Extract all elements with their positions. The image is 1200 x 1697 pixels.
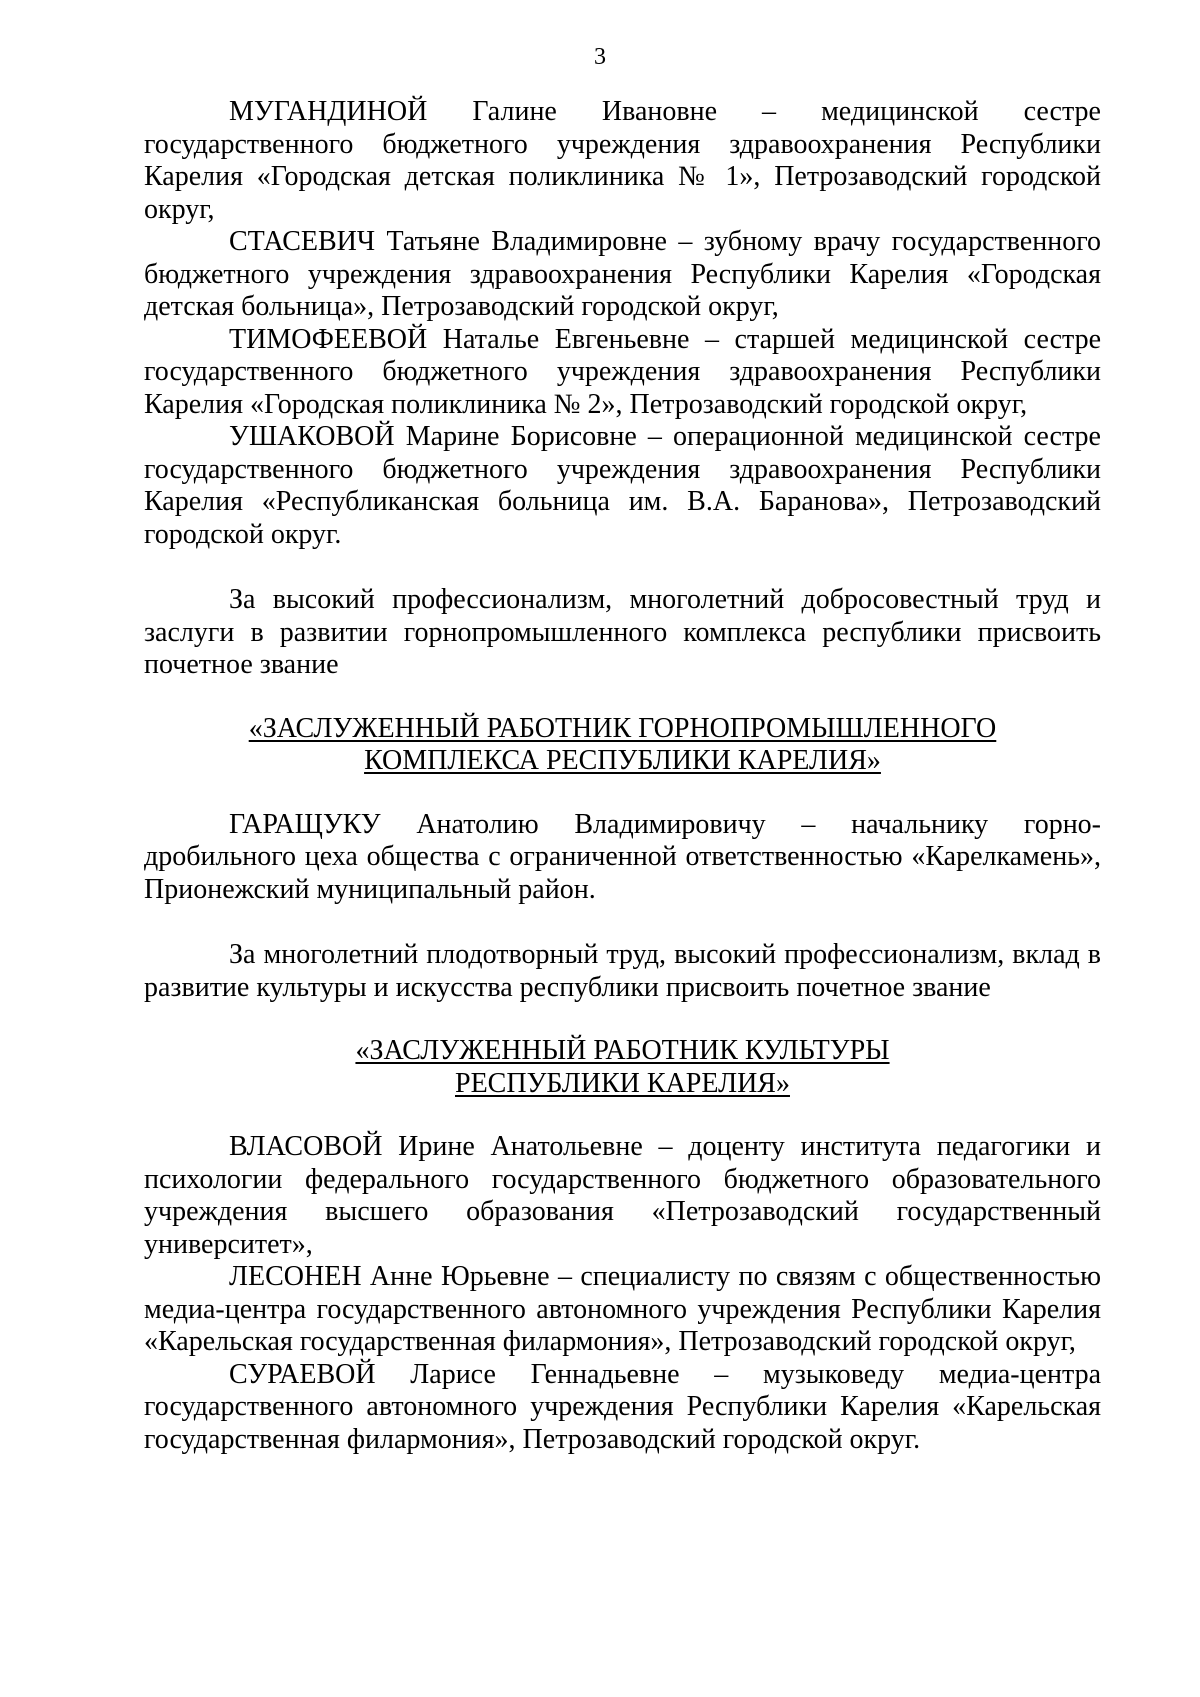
award-entry-lesonen: ЛЕСОНЕН Анне Юрьевне – специалисту по связям с общественностью медиа-центра государственного автономного учреждения Республики Карелия «Карельская государственная филармония», Петрозаводский городской округ, (144, 1261, 1101, 1357)
culture-section-intro: За многолетний плодотворный труд, высокий профессионализм, вклад в развитие культуры и искусства республики присвоить почетное звание (144, 939, 1101, 1003)
award-entry-stasevich: СТАСЕВИЧ Татьяне Владимировне – зубному врачу государственного бюджетного учреждения здравоохранения Республики Карелия «Городская детская больница», Петрозаводский городской округ, (144, 226, 1101, 322)
section-spacer (144, 778, 1101, 809)
document-body (144, 96, 1101, 1456)
award-entry-suraeva: СУРАЕВОЙ Ларисе Геннадьевне – музыковеду медиа-центра государственного автономного учреждения Республики Карелия «Карельская государственная филармония», Петрозаводский городской округ. (144, 1358, 1101, 1455)
section-spacer (144, 1100, 1101, 1131)
page-number: 3 (594, 44, 606, 70)
award-entry-ushakova: УШАКОВОЙ Марине Борисовне – операционной медицинской сестре государственного бюджетного учреждения здравоохранения Республики Карелия «Республиканская больница им. В.А. Баранова», Петрозаводский городской округ. (144, 421, 1101, 550)
mining-award-title-line-1: «ЗАСЛУЖЕННЫЙ РАБОТНИК ГОРНОПРОМЫШЛЕННОГО (248, 712, 997, 744)
award-entry-garashchuk: ГАРАЩУКУ Анатолию Владимировичу – начальнику горно-дробильного цеха общества с ограниченной ответственностью «Карелкамень», Прионежский муниципальный район. (144, 808, 1101, 905)
section-spacer (144, 682, 1101, 713)
award-entry-mugandina: МУГАНДИНОЙ Галине Ивановне – медицинской сестре государственного бюджетного учреждения здравоохранения Республики Карелия «Городская детская поликлиника № 1», Петрозаводский городской округ, (144, 96, 1101, 225)
mining-section-intro: За высокий профессионализм, многолетний добросовестный труд и заслуги в развитии горнопромышленного комплекса республики присвоить почетное звание (144, 584, 1101, 680)
section-spacer (144, 906, 1101, 939)
mining-award-title-line-2: КОМПЛЕКСА РЕСПУБЛИКИ КАРЕЛИЯ» (364, 745, 881, 776)
award-entry-vlasova: ВЛАСОВОЙ Ирине Анатольевне – доценту института педагогики и психологии федерального государственного бюджетного образовательного учреждения высшего образования «Петрозаводский государственный университет», (144, 1131, 1101, 1260)
section-spacer (144, 551, 1101, 584)
section-spacer (144, 1004, 1101, 1035)
award-entry-timofeeva: ТИМОФЕЕВОЙ Наталье Евгеньевне – старшей медицинской сестре государственного бюджетного учреждения здравоохранения Республики Карелия «Городская поликлиника № 2», Петрозаводский городской округ, (144, 323, 1101, 420)
mining-award-title (144, 713, 1101, 778)
culture-award-title (144, 1035, 1101, 1100)
culture-award-title-line-1: «ЗАСЛУЖЕННЫЙ РАБОТНИК КУЛЬТУРЫ (355, 1035, 890, 1066)
culture-award-title-line-2: РЕСПУБЛИКИ КАРЕЛИЯ» (455, 1067, 790, 1099)
